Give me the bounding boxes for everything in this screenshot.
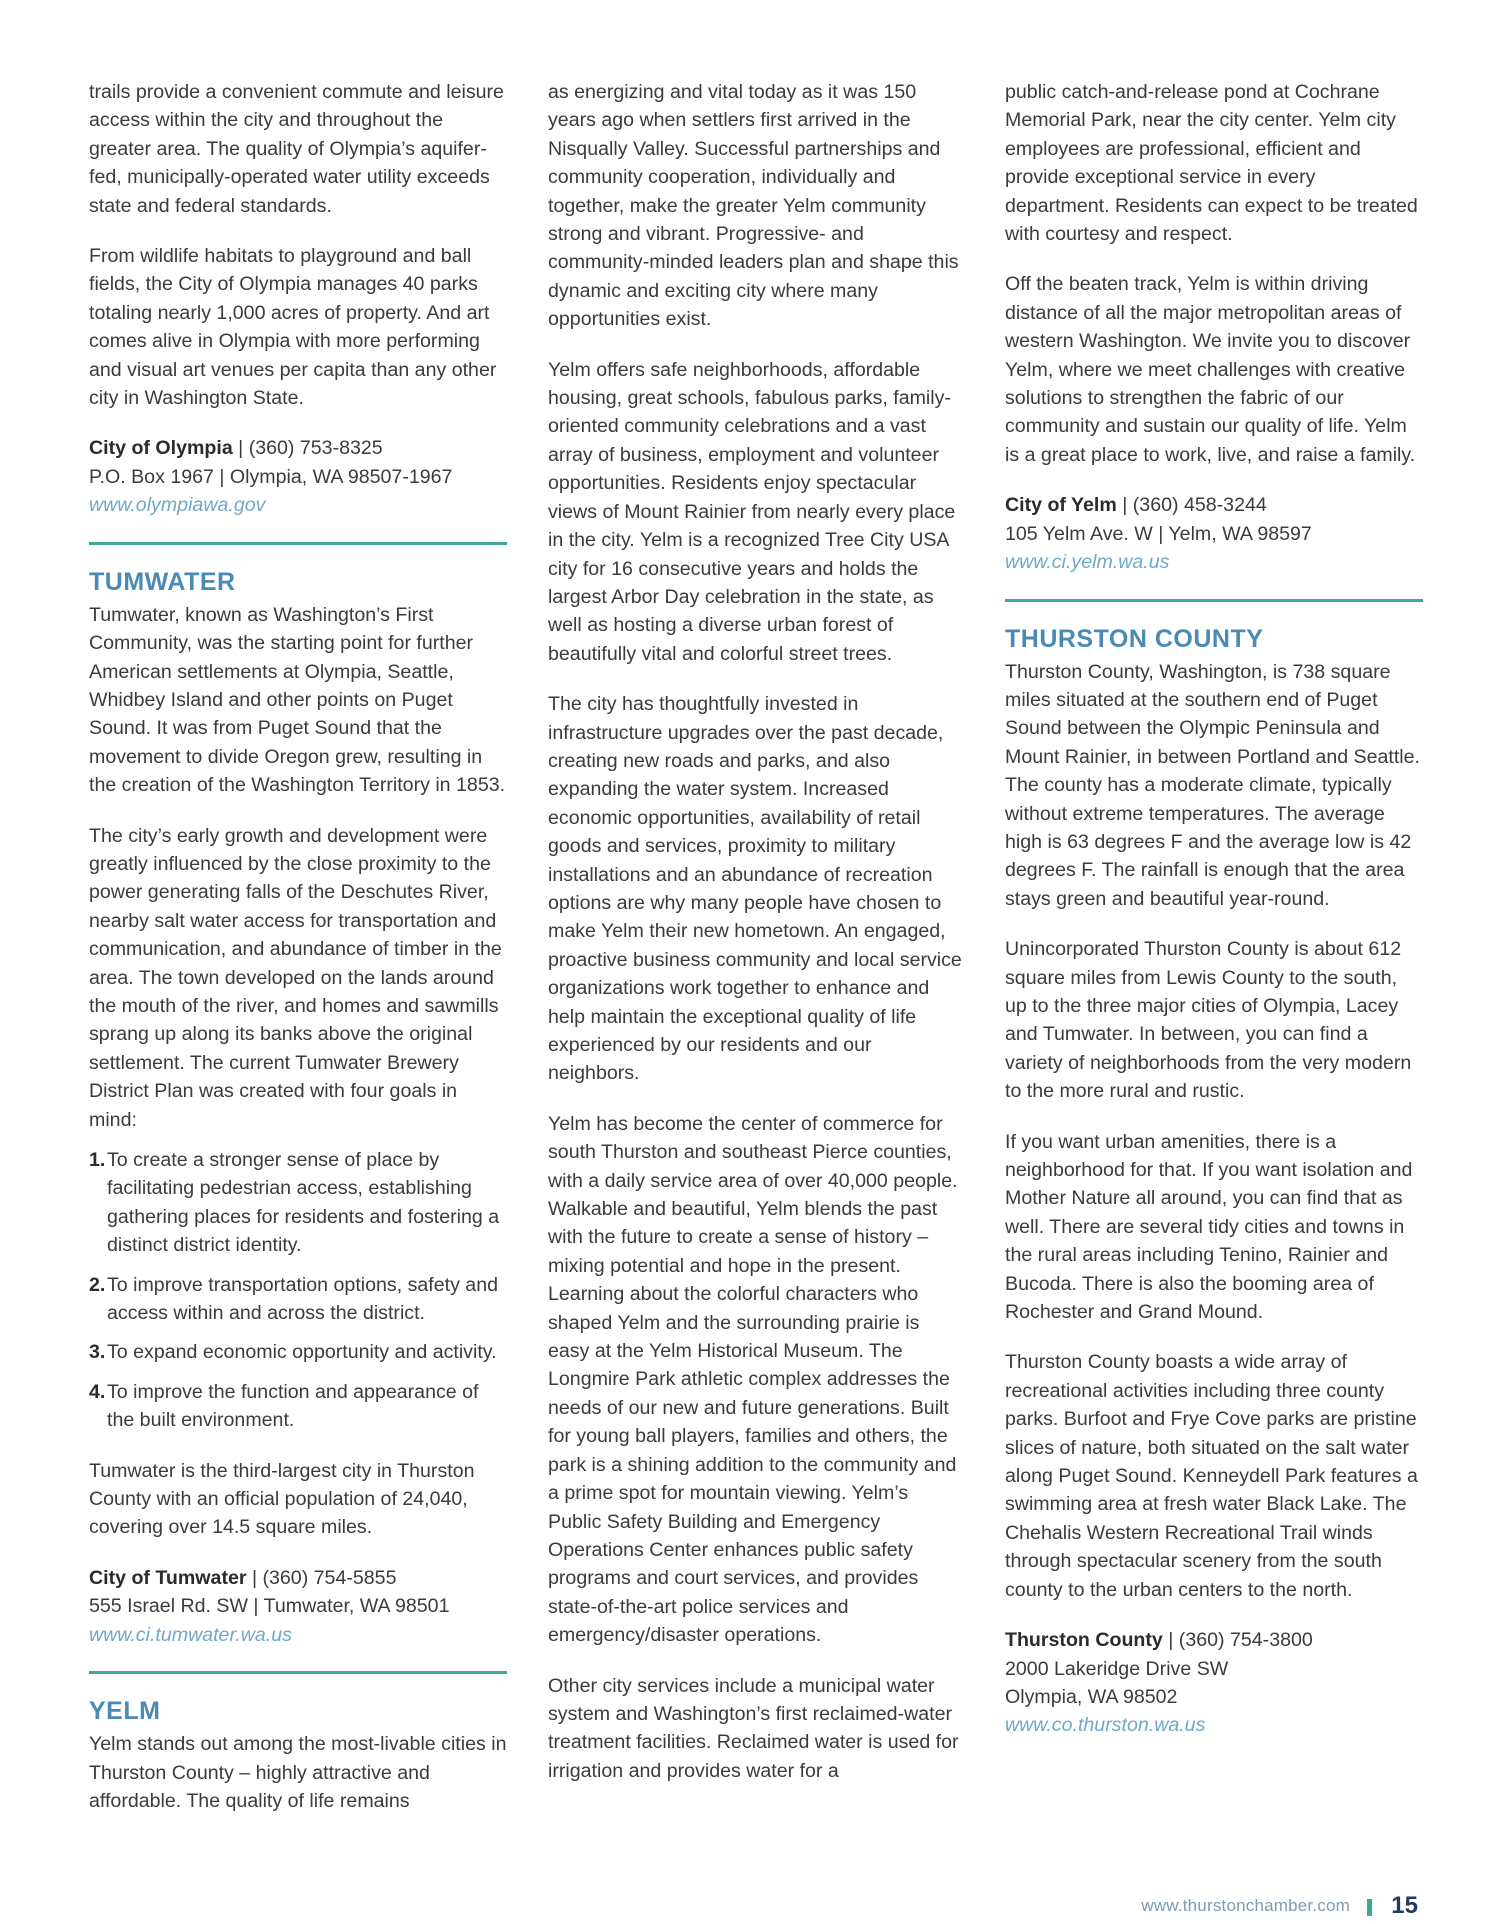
thurston-contact [1005, 1626, 1423, 1740]
section-divider [1005, 599, 1423, 602]
thurston-contact-address-line-1: 2000 Lakeridge Drive SW [1005, 1657, 1229, 1680]
column-3 [1005, 78, 1423, 1762]
tumwater-contact-name: City of Tumwater [89, 1566, 247, 1589]
heading-tumwater: TUMWATER [89, 567, 236, 596]
paragraph-yelm-4: The city has thoughtfully invested in infrastructure upgrades over the past decade, creating new roads and parks, and also expanding the water system. Increased economic opportunities, availability of retail goods and services, proximity to military installations and an abundance of recreation options are why many people have chosen to make Yelm their new hometown. An engaged, proactive business community and local service organizations work together to enhance and help maintain the exceptional quality of life experienced by our residents and our neighbors. [548, 693, 962, 1085]
list-item-number: 3. [89, 1341, 106, 1364]
olympia-contact-name: City of Olympia [89, 437, 233, 460]
list-item-number: 2. [89, 1273, 106, 1296]
paragraph-tumwater-2: The city’s early growth and development were greatly influenced by the close proximity to the power generating falls of the Deschutes River, nearby salt water access for transportation and communication, and abundance of timber in the area. The town developed on the lands around the mouth of the river, and homes and sawmills sprang up along its banks above the original settlement. The current Tumwater Brewery District Plan was created with four goals in mind: [89, 824, 502, 1131]
goals-list [89, 1146, 507, 1435]
paragraph-olympia-1: trails provide a convenient commute and leisure access within the city and throughout the greater area. The quality of Olympia’s aquifer-fed, municipally-operated water utility exceeds state and federal standards. [89, 81, 504, 217]
yelm-website-link[interactable]: www.ci.yelm.wa.us [1005, 551, 1170, 574]
tumwater-contact [89, 1564, 507, 1649]
olympia-contact [89, 434, 507, 519]
heading-yelm: YELM [89, 1697, 161, 1726]
list-item-number: 4. [89, 1380, 106, 1403]
paragraph-tumwater-1: Tumwater, known as Washington’s First Community, was the starting point for further American settlements at Olympia, Seattle, Whidbey Island and other points on Puget Sound. It was from Puget Sound that the movement to divide Oregon grew, resulting in the creation of the Washington Territory in 1853. [89, 603, 506, 797]
footer-accent-bar [1367, 1899, 1372, 1916]
paragraph-thurston-4: Thurston County boasts a wide array of recreational activities including three county parks. Burfoot and Frye Cove parks are pristine slices of nature, both situated on the salt water along Puget Sound. Kenneydell Park features a swimming area at fresh water Black Lake. The Chehalis Western Recreational Trail winds through spectacular scenery from the south county to the urban centers to the north. [1005, 1351, 1418, 1601]
paragraph-yelm-3: Yelm offers safe neighborhoods, affordable housing, great schools, fabulous parks, family-oriented community celebrations and a vast array of business, employment and volunteer opportunities. Residents enjoy spectacular views of Mount Rainier from nearly every place in the city. Yelm is a recognized Tree City USA city for 16 consecutive years and holds the largest Arbor Day celebration in the state, as well as hosting a diverse urban forest of beautifully vital and colorful street trees. [548, 358, 956, 665]
paragraph-yelm-6: Other city services include a municipal water system and Washington’s first reclaimed-water treatment facilities. Reclaimed water is used for irrigation and provides water for a [548, 1674, 959, 1782]
paragraph-olympia-2: From wildlife habitats to playground and ball fields, the City of Olympia manages 40 parks totaling nearly 1,000 acres of property. And art comes alive in Olympia with more performing and visual art venues per capita than any other city in Washington State. [89, 245, 497, 410]
list-item [89, 1378, 507, 1435]
section-divider [89, 1671, 507, 1674]
list-item [89, 1271, 507, 1328]
paragraph-yelm-7: public catch-and-release pond at Cochrane Memorial Park, near the city center. Yelm city employees are professional, efficient and provide exceptional service in every department. Residents can expect to be treated with courtesy and respect. [1005, 81, 1418, 246]
paragraph-yelm-8: Off the beaten track, Yelm is within driving distance of all the major metropolitan areas of western Washington. We invite you to discover Yelm, where we meet challenges with creative solutions to strengthen the fabric of our community and sustain our quality of life. Yelm is a great place to work, live, and raise a family. [1005, 273, 1416, 466]
tumwater-contact-phone: | (360) 754-5855 [246, 1566, 397, 1589]
column-2 [548, 78, 966, 1807]
paragraph-yelm-2: as energizing and vital today as it was 150 years ago when settlers first arrived in the Nisqually Valley. Successful partnerships and community cooperation, individually and together, make the greater Yelm community strong and vibrant. Progressive- and community-minded leaders plan and shape this dynamic and exciting city where many opportunities exist. [548, 81, 959, 331]
list-item-text: To improve the function and appearance of the built environment. [107, 1380, 479, 1432]
thurston-contact-address-line-2: Olympia, WA 98502 [1005, 1685, 1178, 1708]
thurston-contact-name: Thurston County [1005, 1629, 1163, 1652]
paragraph-thurston-2: Unincorporated Thurston County is about 612 square miles from Lewis County to the south, up to the three major cities of Olympia, Lacey and Tumwater. In between, you can find a variety of neighborhoods from the very modern to the more rural and rustic. [1005, 938, 1412, 1103]
olympia-website-link[interactable]: www.olympiawa.gov [89, 494, 266, 517]
paragraph-yelm-1: Yelm stands out among the most-livable cities in Thurston County – highly attractive and affordable. The quality of life remains [89, 1733, 507, 1812]
tumwater-contact-address: 555 Israel Rd. SW | Tumwater, WA 98501 [89, 1595, 450, 1618]
paragraph-yelm-5: Yelm has become the center of commerce for south Thurston and southeast Pierce counties, with a daily service area of over 40,000 people. Walkable and beautiful, Yelm blends the past with the future to create a sense of history – mixing potential and hope in the present. Learning about the colorful characters who shaped Yelm and the surrounding prairie is easy at the Yelm Historical Museum. The Longmire Park athletic complex addresses the needs of our new and future generations. Built for young ball players, families and others, the park is a shining addition to the community and a prime spot for mountain viewing. Yelm’s Public Safety Building and Emergency Operations Center enhances public safety programs and court services, and provides state-of-the-art police services and emergency/disaster operations. [548, 1112, 958, 1647]
list-item-text: To expand economic opportunity and activity. [107, 1341, 497, 1364]
list-item-number: 1. [89, 1149, 106, 1171]
yelm-contact-phone: | (360) 458-3244 [1116, 494, 1267, 517]
yelm-contact-name: City of Yelm [1005, 494, 1117, 517]
column-1 [89, 78, 507, 1837]
paragraph-thurston-1: Thurston County, Washington, is 738 square miles situated at the southern end of Puget Sound between the Olympic Peninsula and Mount Rainier, in between Portland and Seattle. The county has a moderate climate, typically without extreme temperatures. The average high is 63 degrees F and the average low is 42 degrees F. The rainfall is enough that the area stays green and beautiful year-round. [1005, 660, 1420, 910]
thurston-contact-phone: | (360) 754-3800 [1162, 1629, 1313, 1652]
olympia-contact-phone: | (360) 753-8325 [232, 437, 383, 460]
list-item [89, 1338, 507, 1366]
list-item [89, 1146, 507, 1260]
heading-thurston-county: THURSTON COUNTY [1005, 624, 1264, 653]
yelm-contact-address: 105 Yelm Ave. W | Yelm, WA 98597 [1005, 522, 1312, 545]
list-item-text: To create a stronger sense of place by facilitating pedestrian access, establishing gathering places for residents and fostering a distinct district identity. [107, 1149, 500, 1257]
list-item-text: To improve transportation options, safety and access within and across the district. [107, 1273, 499, 1325]
tumwater-website-link[interactable]: www.ci.tumwater.wa.us [89, 1623, 292, 1646]
thurston-website-link[interactable]: www.co.thurston.wa.us [1005, 1714, 1206, 1737]
footer-website-link[interactable]: www.thurstonchamber.com [1141, 1896, 1350, 1915]
olympia-contact-address: P.O. Box 1967 | Olympia, WA 98507-1967 [89, 465, 453, 488]
paragraph-thurston-3: If you want urban amenities, there is a neighborhood for that. If you want isolation and Mother Nature all around, you can find that as well. There are several tidy cities and towns in the rural areas including Tenino, Rainier and Bucoda. There is also the booming area of Rochester and Grand Mound. [1005, 1130, 1413, 1324]
page-number: 15 [1391, 1892, 1418, 1919]
yelm-contact [1005, 491, 1423, 576]
paragraph-tumwater-3: Tumwater is the third-largest city in Thurston County with an official population of 24,040, covering over 14.5 square miles. [89, 1459, 475, 1539]
section-divider [89, 542, 507, 545]
